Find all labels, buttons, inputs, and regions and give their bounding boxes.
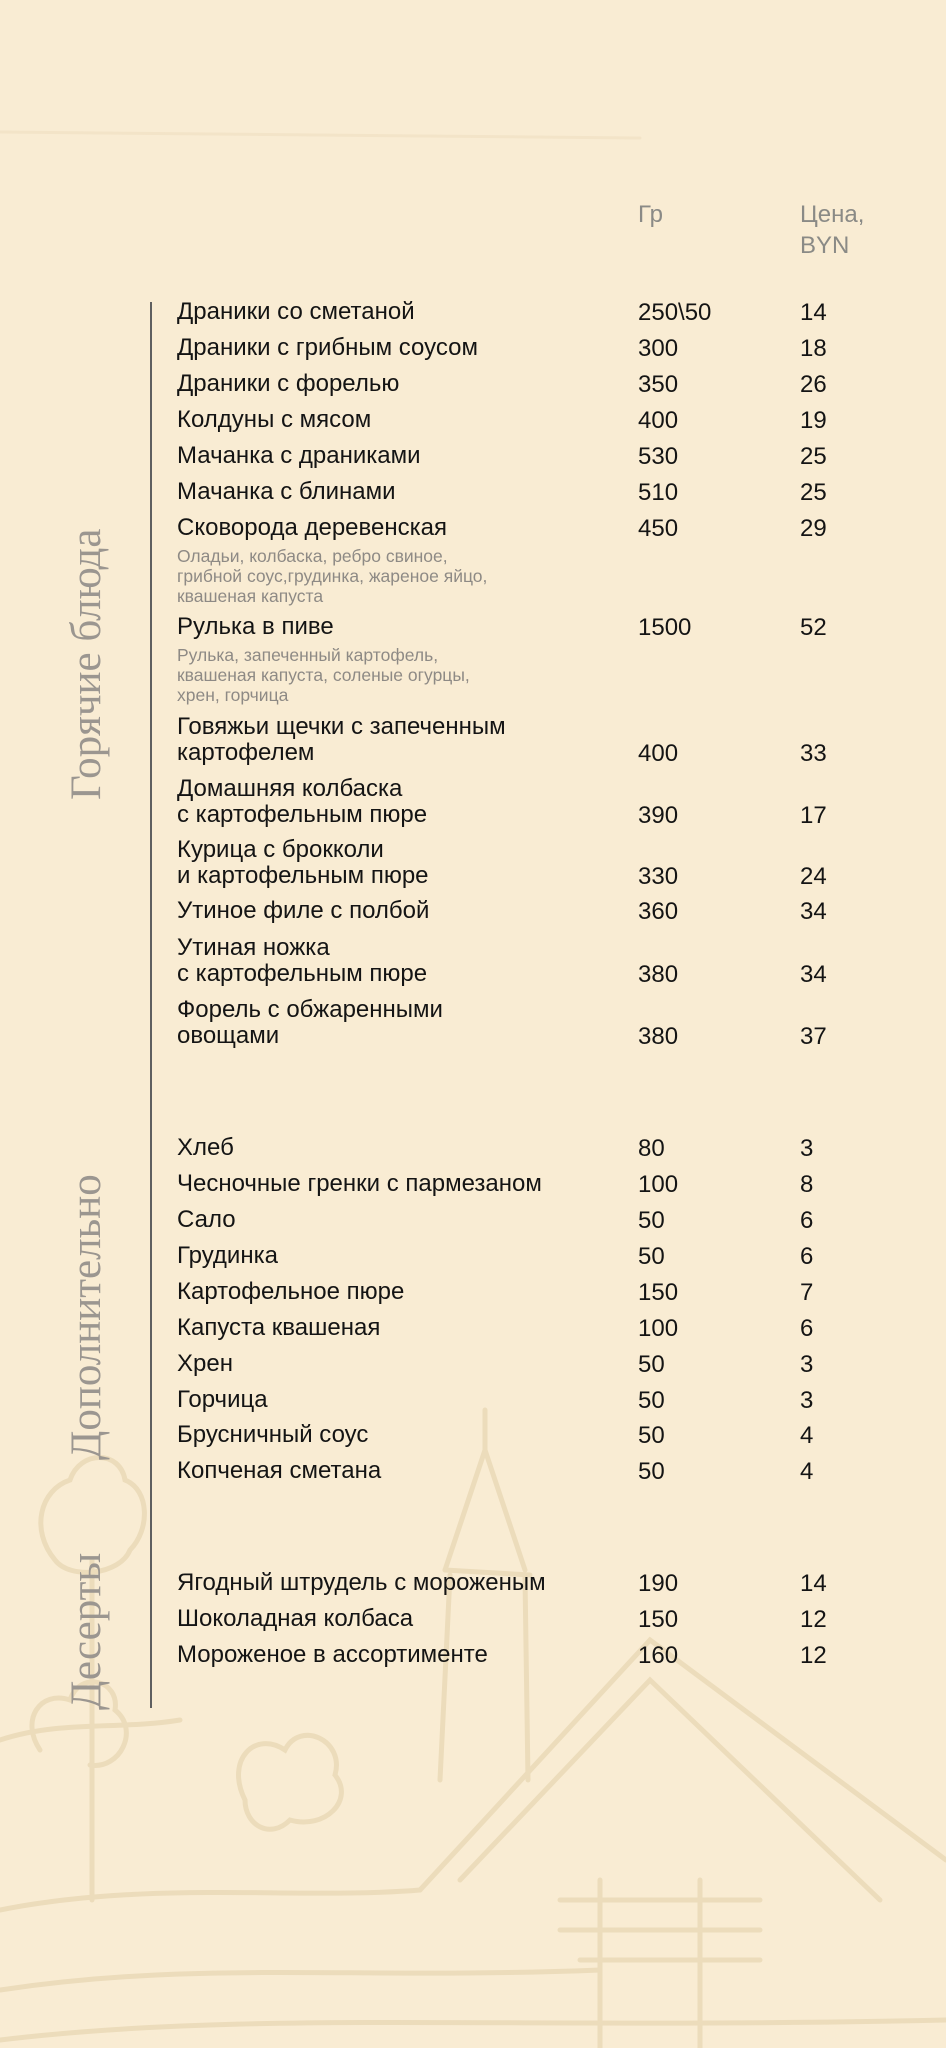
item-name: Сковорода деревенская [177,514,447,541]
item-name: Копченая сметана [177,1457,382,1484]
item-grams: 50 [638,1458,665,1485]
item-price: 37 [800,1023,827,1050]
section-label-desserts: Десерты [63,1552,110,1710]
section-label-extras: Дополнительно [63,1174,110,1460]
desc-line: Оладьи, колбаска, ребро свиное, [177,546,448,566]
item-price: 26 [800,371,827,398]
item-price: 18 [800,335,827,362]
item-price: 19 [800,407,827,434]
vertical-divider [150,302,152,1708]
item-price: 6 [800,1243,814,1270]
item-name: Рулька в пиве [177,613,334,640]
item-price: 25 [800,443,827,470]
item-name: Курица с брокколи и картофельным пюре [177,836,429,889]
item-price: 24 [800,863,827,890]
item-price: 3 [800,1387,814,1414]
item-name: Хлеб [177,1134,234,1161]
desc-line: квашеная капуста [177,586,324,606]
item-grams: 360 [638,898,679,925]
item-price: 4 [800,1422,814,1449]
item-grams: 350 [638,371,679,398]
item-description [177,645,617,705]
item-grams: 50 [638,1351,665,1378]
item-name: Грудинка [177,1242,278,1269]
desc-line: грибной соус,грудинка, жареное яйцо, [177,566,488,586]
item-price: 34 [800,898,827,925]
item-grams: 530 [638,443,679,470]
item-name: Горчица [177,1386,268,1413]
item-price: 12 [800,1642,827,1669]
desc-line: хрен, горчица [177,685,289,705]
desc-line: квашеная капуста, соленые огурцы, [177,665,470,685]
item-grams: 400 [638,407,679,434]
item-name: Чесночные гренки с пармезаном [177,1170,542,1197]
price-header-line1: Цена, [800,201,865,228]
item-grams: 380 [638,961,679,988]
price-column-header [800,199,864,261]
item-grams: 510 [638,479,679,506]
item-name: Сало [177,1206,236,1233]
item-grams: 300 [638,335,679,362]
item-grams: 450 [638,515,679,542]
item-price: 34 [800,961,827,988]
item-grams: 100 [638,1315,679,1342]
item-name: Драники с форелью [177,370,400,397]
desc-line: Рулька, запеченный картофель, [177,645,439,665]
item-name: Форель с обжаренными овощами [177,996,443,1049]
item-name: Шоколадная колбаса [177,1605,414,1632]
item-grams: 150 [638,1279,679,1306]
item-price: 8 [800,1171,814,1198]
item-price: 25 [800,479,827,506]
item-grams: 100 [638,1171,679,1198]
item-grams: 400 [638,740,679,767]
item-grams: 190 [638,1570,679,1597]
item-price: 3 [800,1135,814,1162]
item-grams: 50 [638,1207,665,1234]
item-name: Капуста квашеная [177,1314,381,1341]
item-name: Ягодный штрудель с мороженым [177,1569,546,1596]
item-grams: 50 [638,1243,665,1270]
item-description [177,546,617,606]
item-price: 29 [800,515,827,542]
item-grams: 50 [638,1387,665,1414]
item-grams: 150 [638,1606,679,1633]
item-grams: 250\50 [638,299,712,326]
item-name: Мачанка с блинами [177,478,396,505]
item-price: 12 [800,1606,827,1633]
item-price: 6 [800,1207,814,1234]
item-name: Драники с грибным соусом [177,334,478,361]
item-grams: 160 [638,1642,679,1669]
item-grams: 380 [638,1023,679,1050]
item-grams: 50 [638,1422,665,1449]
item-price: 52 [800,614,827,641]
item-name: Хрен [177,1350,233,1377]
item-name: Мачанка с драниками [177,442,421,469]
item-name: Домашняя колбаска с картофельным пюре [177,775,428,828]
item-grams: 330 [638,863,679,890]
item-name: Драники со сметаной [177,298,415,325]
item-grams: 1500 [638,614,692,641]
item-price: 17 [800,802,827,829]
item-name: Брусничный соус [177,1421,369,1448]
item-price: 33 [800,740,827,767]
item-name: Мороженое в ассортименте [177,1641,488,1668]
item-name: Утиная ножка с картофельным пюре [177,934,428,987]
grams-column-header: Гр [638,201,663,228]
item-name: Картофельное пюре [177,1278,405,1305]
item-name: Говяжьи щечки с запеченным картофелем [177,713,506,766]
item-price: 3 [800,1351,814,1378]
item-name: Утиное филе с полбой [177,897,430,924]
item-grams: 80 [638,1135,665,1162]
item-price: 14 [800,299,827,326]
item-price: 4 [800,1458,814,1485]
item-price: 7 [800,1279,814,1306]
item-price: 6 [800,1315,814,1342]
item-name: Колдуны с мясом [177,406,372,433]
item-price: 14 [800,1570,827,1597]
section-label-hot-dishes: Горячие блюда [63,528,110,800]
price-header-line2: BYN [800,232,850,259]
item-grams: 390 [638,802,679,829]
